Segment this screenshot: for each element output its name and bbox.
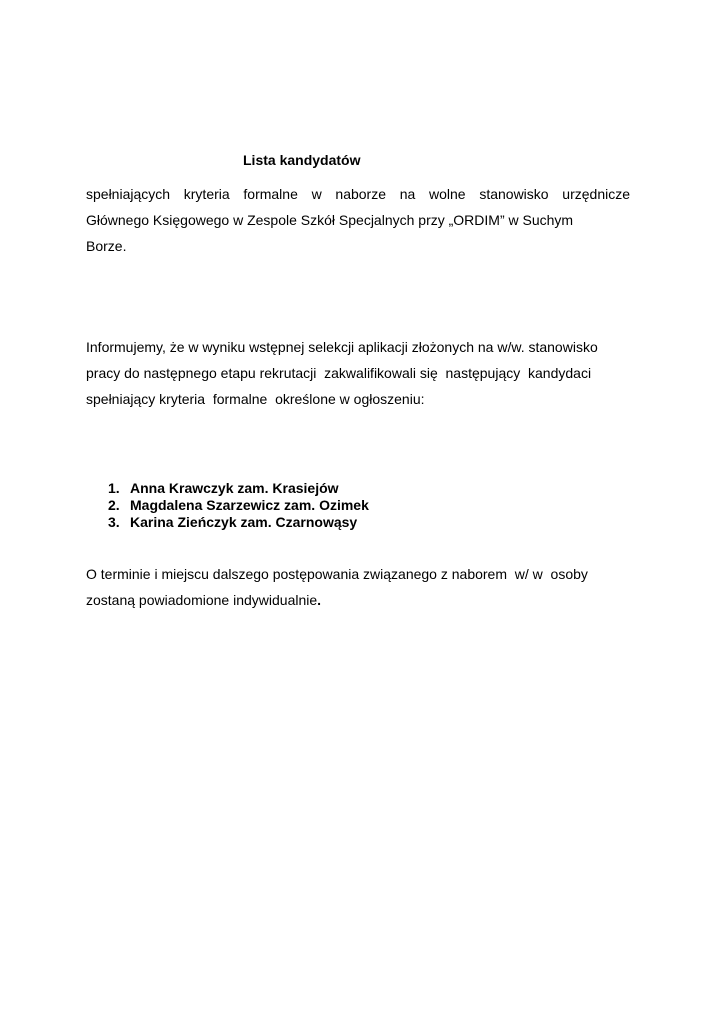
list-item (108, 480, 369, 497)
list-item (108, 497, 369, 514)
intro-line: spełniających kryteria formalne w naborze na wolne stanowisko urzędnicze (86, 186, 630, 202)
info-line: pracy do następnego etapu rekrutacji zakwalifikowali się następujący kandydaci (86, 365, 592, 381)
closing-text: zostaną powiadomione indywidualnie (86, 592, 318, 608)
candidate-name: Karina Zieńczyk zam. Czarnowąsy (130, 514, 358, 530)
list-item-number: 2. (108, 497, 120, 513)
closing-line (86, 587, 630, 613)
list-item-number: 1. (108, 480, 120, 496)
closing-paragraph (86, 561, 630, 613)
intro-line: Borze. (86, 238, 127, 254)
candidate-name: Magdalena Szarzewicz zam. Ozimek (130, 497, 369, 513)
candidate-list (108, 480, 369, 531)
closing-line: O terminie i miejscu dalszego postępowania związanego z naborem w/ w osoby (86, 566, 588, 582)
closing-period: . (317, 592, 322, 608)
list-item (108, 514, 369, 531)
list-item-number: 3. (108, 514, 120, 530)
intro-paragraph (86, 181, 630, 259)
document-title: Lista kandydatów (243, 152, 361, 168)
info-line: Informujemy, że w wyniku wstępnej selekcji aplikacji złożonych na w/w. stanowisko (86, 339, 598, 355)
candidate-name: Anna Krawczyk zam. Krasiejów (130, 480, 339, 496)
info-line: spełniający kryteria formalne określone w ogłoszeniu: (86, 391, 425, 407)
intro-line: Głównego Księgowego w Zespole Szkół Specjalnych przy „ORDIM” w Suchym (86, 212, 574, 228)
info-paragraph (86, 334, 630, 412)
